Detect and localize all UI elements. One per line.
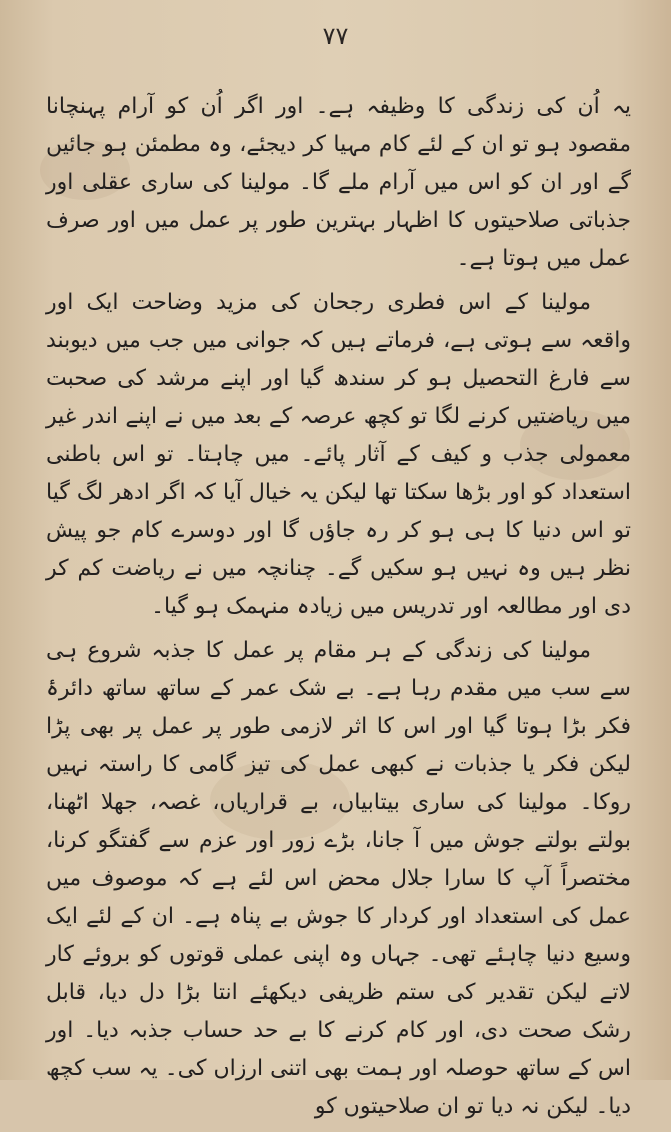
paragraph: مولینا کے اس فطری رجحان کی مزید وضاحت ایک اور واقعہ سے ہوتی ہے، فرماتے ہیں کہ جوانی میں جب میں دیوبند سے فارغ التحصیل ہو کر سندھ گیا اور اپنے مرشد کی صحبت میں ریاضتیں کرنے لگا تو کچھ عرصہ کے بعد میں نے اپنے اندر غیر معمولی جذب و کیف کے آثار پائے۔ میں چاہتا۔ تو اس باطنی استعداد کو اور بڑھا سکتا تھا لیکن یہ خیال آیا کہ اگر ادھر لگ گیا تو اس دنیا کا ہی ہو کر رہ جاؤں گا اور دوسرے کام جو پیش نظر ہیں وہ نہیں ہو سکیں گے۔ چنانچہ میں نے ریاضت کم کر دی اور مطالعہ اور تدریس میں زیادہ منہمک ہو گیا۔: [46, 290, 631, 619]
paragraph: مولینا کی زندگی کے ہر مقام پر عمل کا جذبہ شروع ہی سے سب میں مقدم رہا ہے۔ بے شک عمر کے ساتھ ساتھ دائرۂ فکر بڑا ہوتا گیا اور اس کا اثر لازمی طور پر عمل پر بھی پڑا لیکن فکر یا جذبات نے کبھی عمل کی تیز گامی کا راستہ نہیں روکا۔ مولینا کی ساری بیتابیاں، بے قراریاں، غصہ، جھلا اٹھنا، بولتے بولتے جوش میں آ جانا، بڑے زور اور عزم سے گفتگو کرنا، مختصراً آپ کا سارا جلال محض اس لئے ہے کہ موصوف میں عمل کی استعداد اور کردار کا جوش بے پناہ ہے۔ ان کے لئے ایک وسیع دنیا چاہئے تھی۔ جہاں وہ اپنی عملی قوتوں کو بروئے کار لاتے لیکن تقدیر کی ستم ظریفی دیکھئے انتا بڑا دل دیا، قابل رشک صحت دی، اور کام کرنے کا بے حد حساب جذبہ دیا۔ اور اس کے ساتھ حوصلہ اور ہمت بھی اتنی ارزاں کی۔ یہ سب کچھ دیا۔ لیکن نہ دیا تو ان صلاحیتوں کو: [46, 638, 631, 1119]
body-text: [46, 88, 631, 1132]
page-number: ٧٧: [322, 22, 349, 50]
paragraph: یہ اُن کی زندگی کا وظیفہ ہے۔ اور اگر اُن کو آرام پہنچانا مقصود ہو تو ان کے لئے کام مہیا کر دیجئے، وہ مطمئن ہو جائیں گے اور ان کو اس میں آرام ملے گا۔ مولینا کی ساری عقلی اور جذباتی صلاحیتوں کا اظہار بہترین طور پر عمل میں اور صرف عمل میں ہوتا ہے۔: [46, 94, 631, 271]
